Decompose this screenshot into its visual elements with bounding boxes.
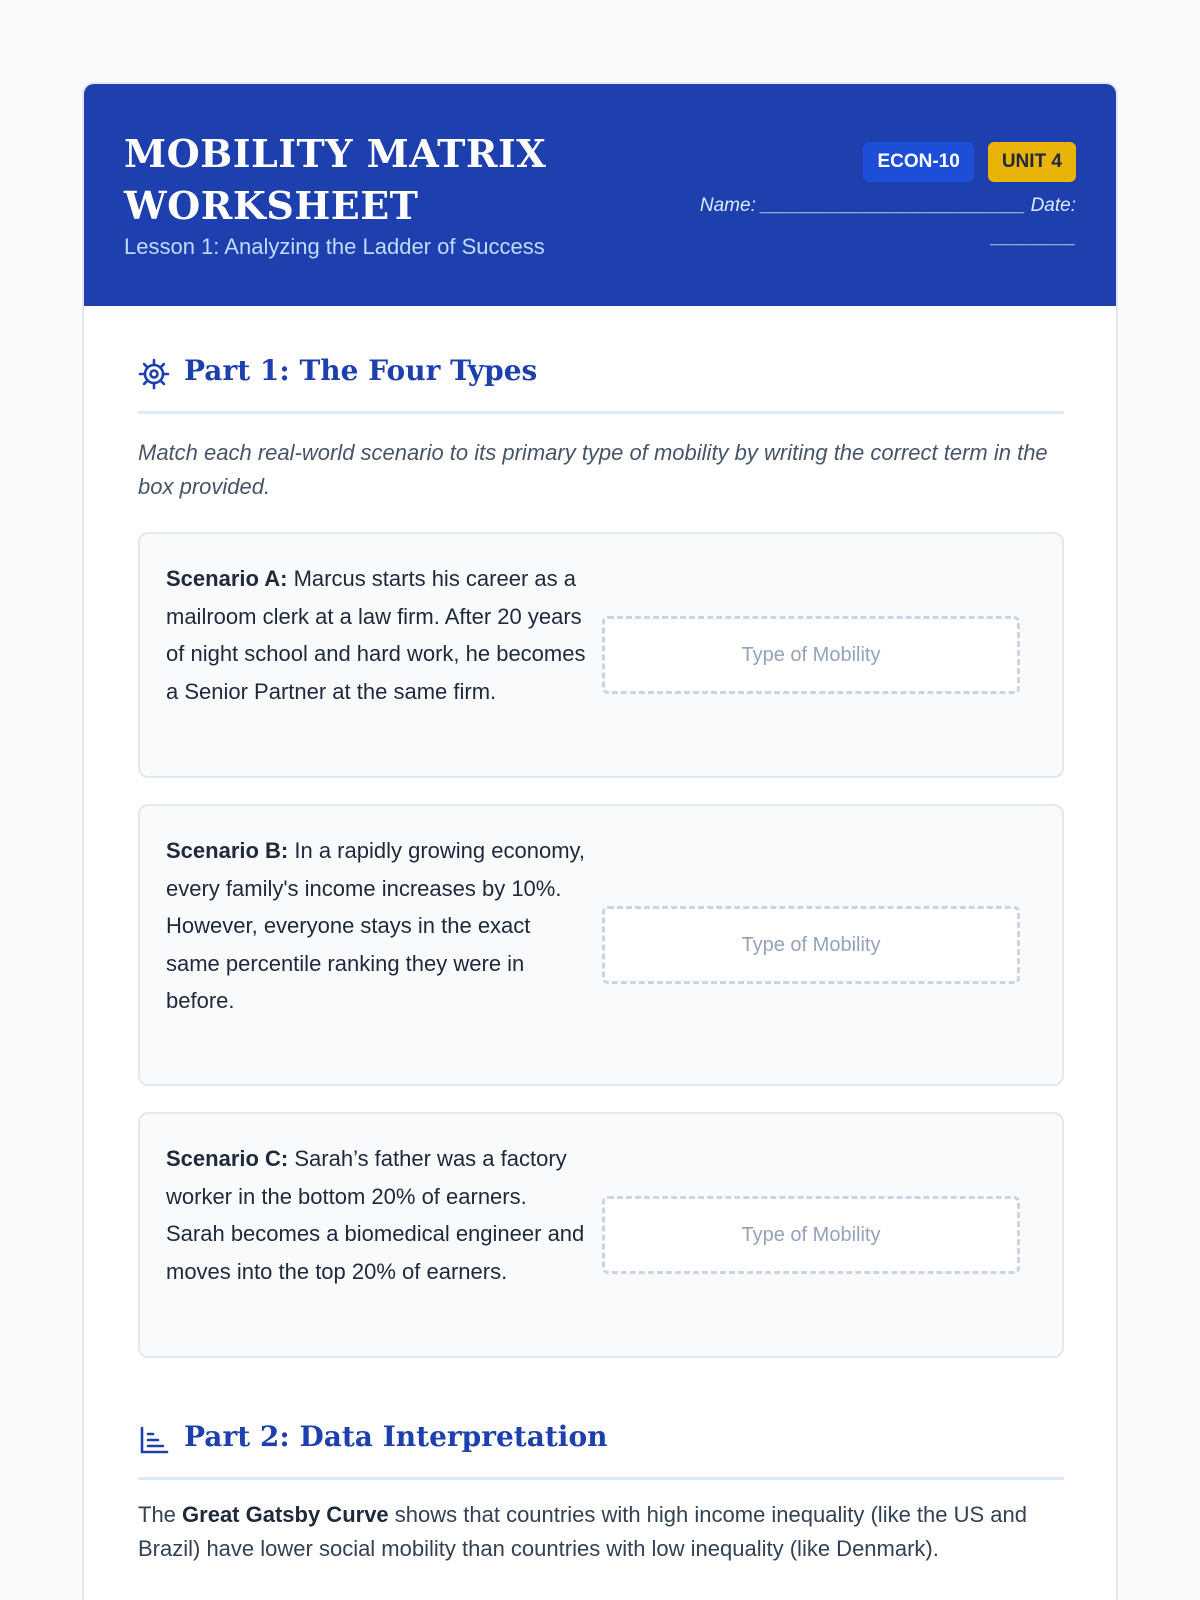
part1-title: Part 1: The Four Types [184,354,538,387]
course-badge: ECON-10 [863,142,973,182]
worksheet-header [84,84,1116,306]
scenario-label: Scenario C: [166,1146,289,1171]
scenario-description: Marcus starts his career as a mailroom clerk at a law firm. After 20 years of night school and hard work, he becomes a Senior Partner at the same firm. [166,566,586,704]
scenario-text [166,832,586,1020]
bar-chart-icon [138,1424,170,1456]
unit-badge: UNIT 4 [988,142,1076,182]
scenario-text [166,1140,586,1290]
worksheet-subtitle: Lesson 1: Analyzing the Ladder of Success [124,234,545,259]
answer-input-c[interactable] [602,1196,1020,1274]
scenario-card-c [138,1112,1064,1358]
answer-input-a[interactable] [602,616,1020,694]
part2-title: Part 2: Data Interpretation [184,1420,608,1453]
part2-paragraph [138,1498,1064,1566]
part1-heading [138,334,1064,414]
paragraph-text: shows that countries with high income inequality (like the US and Brazil) have lower social mobility than countries with low inequality (like Denmark). [138,1502,1028,1561]
worksheet-title: MOBILITY MATRIX WORKSHEET [124,131,547,228]
answer-input-b[interactable] [602,906,1020,984]
scenario-description: Sarah’s father was a factory worker in the bottom 20% of earners. Sarah becomes a biomedical engineer and moves into the top 20% of earners. [166,1146,585,1284]
scenario-label: Scenario B: [166,838,289,863]
name-date-line: Name: _________________________ Date: ________ [699,195,1076,248]
part1-instructions: Match each real-world scenario to its primary type of mobility by writing the correct term in the box provided. [138,440,1048,499]
scenario-card-a [138,532,1064,778]
scenario-label: Scenario A: [166,566,288,591]
scenario-description: In a rapidly growing economy, every family's income increases by 10%. However, everyone stays in the exact same percentile ranking they were in before. [166,838,586,1013]
paragraph-text: The [138,1502,183,1527]
scenario-text [166,560,586,710]
part2-heading [138,1400,1064,1480]
scenario-card-b [138,804,1064,1086]
worksheet [82,82,1118,1600]
gatsby-curve-term: Great Gatsby Curve [182,1502,389,1527]
gear-icon [138,358,170,390]
badge-group [863,142,1076,182]
